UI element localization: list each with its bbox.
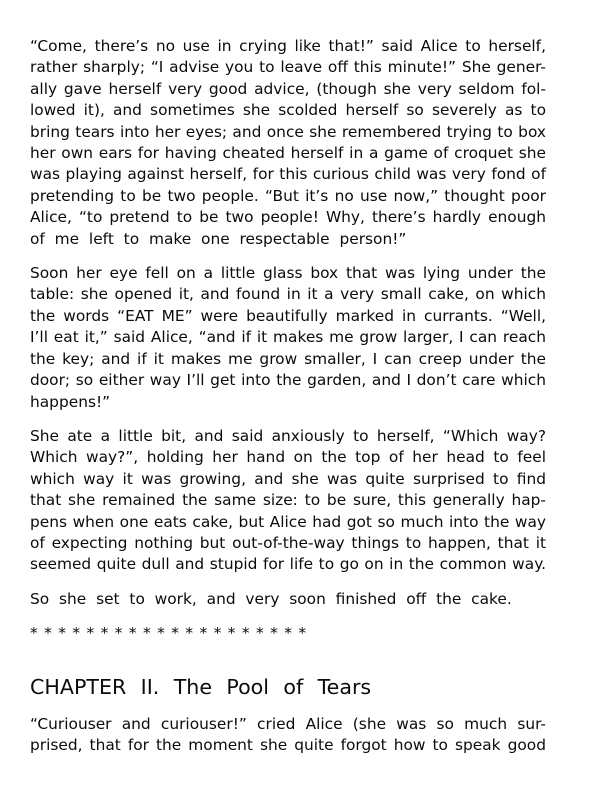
text-line: pens when one eats cake, but Alice had got so much into the way	[30, 512, 546, 531]
text-line: the words “EAT ME” were beautifully marked in currants. “Well,	[30, 306, 546, 325]
text-line: bring tears into her eyes; and once she remembered trying to box	[30, 122, 546, 141]
text-line: pretending to be two people. “But it’s no use now,” thought poor	[30, 186, 546, 205]
text-line: of expecting nothing but out-of-the-way things to happen, that it	[30, 533, 546, 552]
text-line: She ate a little bit, and said anxiously to herself, “Which way?	[30, 426, 546, 445]
paragraph	[30, 714, 546, 757]
text-line: of me left to make one respectable person!”	[30, 229, 407, 248]
text-line: Which way?”, holding her hand on the top of her head to feel	[30, 448, 546, 467]
text-line: table: she opened it, and found in it a very small cake, on which	[30, 285, 546, 304]
text-line: rather sharply; “I advise you to leave off this minute!” She gener-	[30, 58, 546, 77]
paragraph	[30, 36, 546, 250]
text-line: seemed quite dull and stupid for life to go on in the common way.	[30, 555, 546, 574]
text-line: happens!”	[30, 392, 111, 411]
text-line: her own ears for having cheated herself in a game of croquet she	[30, 144, 546, 163]
text-line: So she set to work, and very soon finished off the cake.	[30, 589, 512, 608]
paragraph	[30, 426, 546, 576]
text-line: which way it was growing, and she was quite surprised to find	[30, 469, 546, 488]
story-text-continuation	[30, 714, 546, 757]
text-line: “Come, there’s no use in crying like that!” said Alice to herself,	[30, 37, 546, 55]
text-line: prised, that for the moment she quite forgot how to speak good	[30, 735, 546, 754]
paragraph	[30, 263, 546, 413]
text-line: the key; and if it makes me grow smaller, I can creep under the	[30, 349, 546, 368]
text-line: I’ll eat it,” said Alice, “and if it makes me grow larger, I can reach	[30, 328, 546, 347]
chapter-heading: CHAPTER II. The Pool of Tears	[30, 674, 372, 699]
text-line: door; so either way I’ll get into the garden, and I don’t care which	[30, 371, 546, 390]
section-break-asterisks: * * * * * * * * * * * * * * * * * * * *	[30, 624, 307, 643]
text-line: lowed it), and sometimes she scolded herself so severely as to	[30, 101, 546, 120]
text-line: that she remained the same size: to be sure, this generally hap-	[30, 491, 546, 510]
text-line: ally gave herself very good advice, (though she very seldom fol-	[30, 79, 546, 98]
text-line: “Curiouser and curiouser!” cried Alice (she was so much sur-	[30, 714, 546, 733]
text-line: Soon her eye fell on a little glass box that was lying under the	[30, 264, 546, 283]
text-line: was playing against herself, for this curious child was very fond of	[30, 165, 546, 184]
story-text	[30, 36, 546, 610]
paragraph	[30, 589, 546, 610]
text-line: Alice, “to pretend to be two people! Why, there’s hardly enough	[30, 208, 546, 227]
